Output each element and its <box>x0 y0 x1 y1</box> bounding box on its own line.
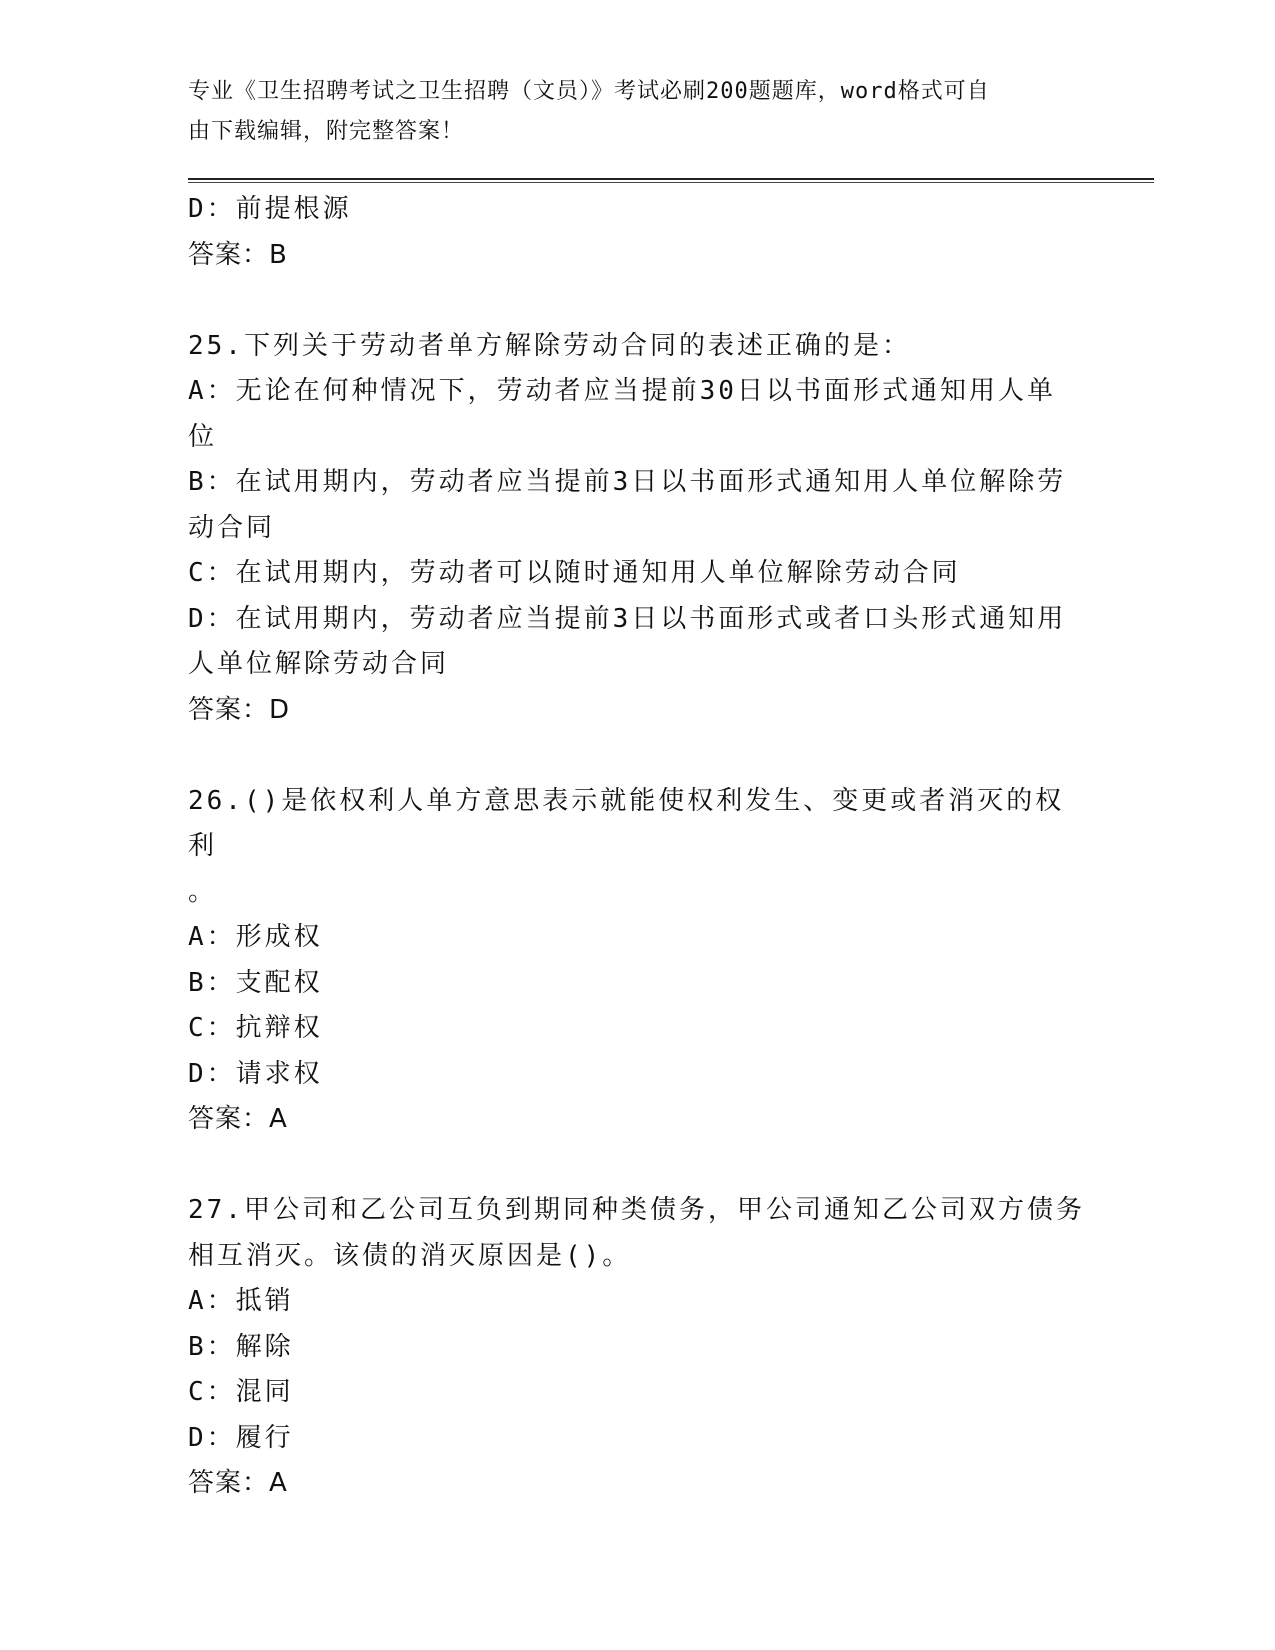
question-stem: 25.下列关于劳动者单方解除劳动合同的表述正确的是： <box>188 330 911 361</box>
question-26 <box>188 779 1088 1143</box>
option-a: A：无论在何种情况下，劳动者应当提前30日以书面形式通知用人单 <box>188 376 1056 406</box>
option-a-continued: 位 <box>188 421 218 452</box>
answer-line: 答案：B <box>188 239 288 270</box>
question-stem: 26.()是依权利人单方意思表示就能使权利发生、变更或者消灭的权利 <box>188 785 1065 861</box>
question-25 <box>188 324 1088 734</box>
option-b: B：支配权 <box>188 967 323 998</box>
header-rule-thin <box>188 182 1154 183</box>
previous-question-tail <box>188 187 1088 278</box>
spacer <box>188 278 1088 324</box>
spacer <box>188 733 1088 779</box>
answer-line: 答案：A <box>188 1104 288 1134</box>
option-b-continued: 动合同 <box>188 512 276 543</box>
option-a: A：抵销 <box>188 1286 294 1316</box>
option-b: B：在试用期内，劳动者应当提前3日以书面形式通知用人单位解除劳 <box>188 467 1067 497</box>
option-c: C：混同 <box>188 1377 294 1407</box>
option-d: D：在试用期内，劳动者应当提前3日以书面形式或者口头形式通知用 <box>188 603 1067 634</box>
option-d-continued: 人单位解除劳动合同 <box>188 649 450 679</box>
option-c: C：在试用期内，劳动者可以随时通知用人单位解除劳动合同 <box>188 558 961 588</box>
question-stem-continued: 。 <box>188 876 218 907</box>
question-content <box>188 187 1088 1507</box>
option-a: A：形成权 <box>188 922 323 952</box>
option-d: D：请求权 <box>188 1058 323 1089</box>
option-c: C：抗辩权 <box>188 1013 323 1043</box>
option-d: D：前提根源 <box>188 194 352 224</box>
question-stem-continued: 相互消灭。该债的消灭原因是()。 <box>188 1240 632 1271</box>
document-header <box>188 72 1088 152</box>
option-d: D：履行 <box>188 1422 294 1453</box>
answer-line: 答案：D <box>188 694 291 725</box>
answer-line: 答案：A <box>188 1468 288 1498</box>
option-b: B：解除 <box>188 1331 294 1362</box>
header-rule-thick <box>188 178 1154 180</box>
question-stem: 27.甲公司和乙公司互负到期同种类债务，甲公司通知乙公司双方债务 <box>188 1195 1085 1225</box>
header-line-2: 由下载编辑，附完整答案！ <box>188 119 465 144</box>
question-27 <box>188 1188 1088 1507</box>
spacer <box>188 1143 1088 1189</box>
header-line-1: 专业《卫生招聘考试之卫生招聘（文员）》考试必刷200题题库，word格式可自 <box>188 79 990 104</box>
